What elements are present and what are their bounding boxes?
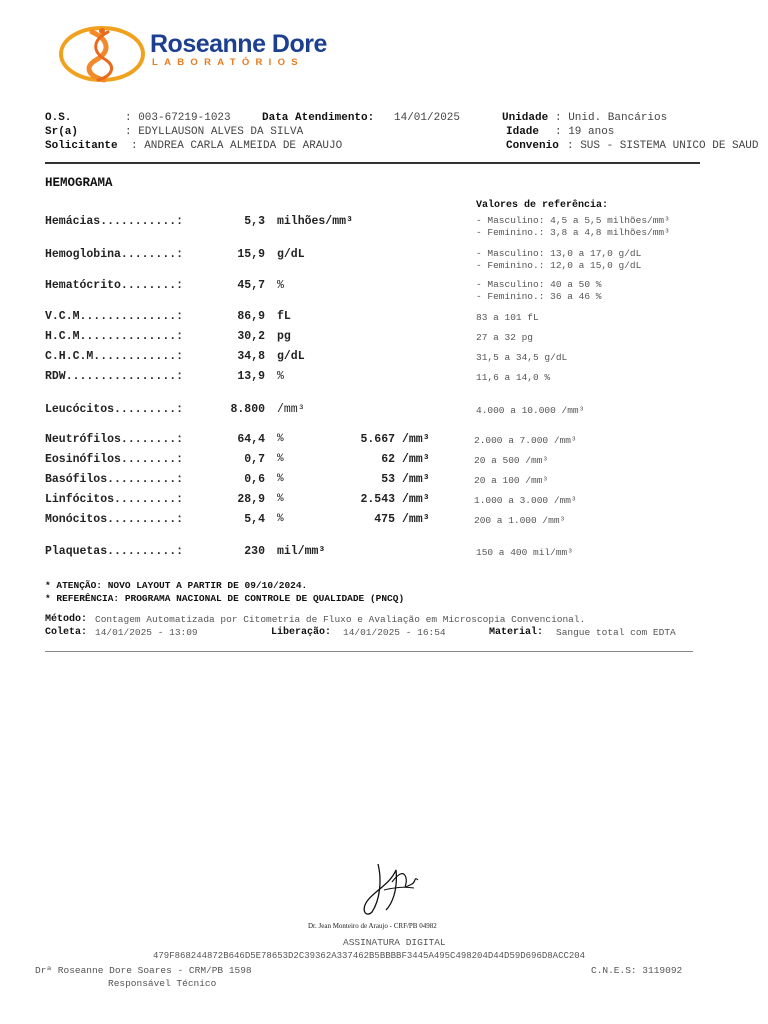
data-atendimento-label: Data Atendimento: <box>262 112 375 124</box>
reference-value: 2.000 a 7.000 /mm³ <box>474 435 577 446</box>
coleta-value: 14/01/2025 - 13:09 <box>95 627 198 638</box>
result-label: Basófilos..........: <box>45 473 184 486</box>
reference-value: - Masculino: 40 a 50 % <box>476 279 602 290</box>
logo-name: Roseanne Dore <box>150 30 327 58</box>
result-label: Eosinófilos........: <box>45 453 184 466</box>
reference-value: 150 a 400 mil/mm³ <box>476 547 573 558</box>
data-atendimento-value: 14/01/2025 <box>394 112 461 124</box>
result-label: Plaquetas..........: <box>45 545 184 558</box>
reference-value: 200 a 1.000 /mm³ <box>474 515 566 526</box>
reference-value: - Feminino.: 3,8 a 4,8 milhões/mm³ <box>476 227 670 238</box>
result-value: 13,9 <box>237 370 265 383</box>
os-label: O.S. <box>45 112 72 124</box>
result-value: 45,7 <box>237 279 265 292</box>
result-value: 30,2 <box>237 330 265 343</box>
reference-value: 83 a 101 fL <box>476 312 539 323</box>
note-reference: * REFERÊNCIA: PROGRAMA NACIONAL DE CONTROLE DE QUALIDADE (PNCQ) <box>45 593 405 604</box>
reference-value: 20 a 500 /mm³ <box>474 455 549 466</box>
digital-hash: 479F868244872B646D5E78653D2C39362A337462B5BBBBF3445A495C498204D44D59D696D8ACC204 <box>153 951 586 961</box>
reference-value: 31,5 a 34,5 g/dL <box>476 352 568 363</box>
result-unit: fL <box>277 310 291 323</box>
convenio-label: Convenio <box>506 140 559 152</box>
result-absolute: 2.543 <box>360 493 395 506</box>
reference-title: Valores de referência: <box>476 200 609 211</box>
result-value: 15,9 <box>237 248 265 261</box>
solicitante-label: Solicitante <box>45 140 118 152</box>
result-unit: g/dL <box>277 248 305 261</box>
result-percent: 5,4 <box>244 513 265 526</box>
result-percent-unit: % <box>277 433 284 445</box>
result-percent: 0,7 <box>244 453 265 466</box>
result-unit: milhões/mm³ <box>277 215 353 228</box>
material-value: Sangue total com EDTA <box>556 627 676 638</box>
liberacao-value: 14/01/2025 - 16:54 <box>343 627 446 638</box>
result-absolute-unit: /mm³ <box>402 433 430 446</box>
os-value: : 003-67219-1023 <box>125 112 231 124</box>
idade-value: : 19 anos <box>555 126 615 138</box>
cnes-code: C.N.E.S: 3119092 <box>591 965 683 976</box>
unidade-label: Unidade <box>502 112 549 124</box>
result-percent-unit: % <box>277 493 284 505</box>
metodo-label: Método: <box>45 614 88 625</box>
reference-value: - Feminino.: 36 a 46 % <box>476 291 602 302</box>
result-unit: % <box>277 370 284 383</box>
result-label: Hematócrito........: <box>45 279 184 292</box>
result-value: 8.800 <box>230 403 265 416</box>
assinatura-digital: ASSINATURA DIGITAL <box>343 937 446 948</box>
result-value: 34,8 <box>237 350 265 363</box>
reference-value: 27 a 32 pg <box>476 332 534 343</box>
coleta-label: Coleta: <box>45 627 88 638</box>
metodo-value: Contagem Automatizada por Citometria de Fluxo e Avaliação em Microscopia Convencional. <box>95 614 586 625</box>
result-label: Hemácias...........: <box>45 215 184 228</box>
result-label: C.H.C.M............: <box>45 350 184 363</box>
liberacao-label: Liberação: <box>271 627 332 638</box>
result-absolute: 5.667 <box>360 433 395 446</box>
result-percent: 0,6 <box>244 473 265 486</box>
responsible-doctor: Drª Roseanne Dore Soares - CRM/PB 1598 <box>35 965 252 976</box>
logo-emblem-icon <box>58 24 146 84</box>
reference-value: 11,6 a 14,0 % <box>476 372 551 383</box>
convenio-value: : SUS - SISTEMA UNICO DE SAUD <box>567 140 759 152</box>
result-label: Hemoglobina........: <box>45 248 184 261</box>
result-label: Monócitos..........: <box>45 513 184 526</box>
responsavel-tecnico: Responsável Técnico <box>108 978 217 989</box>
material-label: Material: <box>489 627 544 638</box>
result-percent: 64,4 <box>237 433 265 446</box>
result-unit: /mm³ <box>277 403 305 416</box>
reference-value: - Feminino.: 12,0 a 15,0 g/dL <box>476 260 642 271</box>
result-absolute-unit: /mm³ <box>402 513 430 526</box>
exam-title: HEMOGRAMA <box>45 176 113 190</box>
result-label: Leucócitos.........: <box>45 403 184 416</box>
result-percent-unit: % <box>277 453 284 465</box>
result-absolute: 62 <box>381 453 395 466</box>
reference-value: 20 a 100 /mm³ <box>474 475 549 486</box>
result-label: Linfócitos.........: <box>45 493 184 506</box>
result-value: 86,9 <box>237 310 265 323</box>
header-divider <box>45 162 700 164</box>
result-unit: % <box>277 279 284 292</box>
reference-value: - Masculino: 13,0 a 17,0 g/dL <box>476 248 642 259</box>
paciente-value: : EDYLLAUSON ALVES DA SILVA <box>125 126 304 138</box>
result-unit: mil/mm³ <box>277 545 326 558</box>
unidade-value: : Unid. Bancários <box>555 112 668 124</box>
result-unit: g/dL <box>277 350 305 363</box>
paciente-label: Sr(a) <box>45 126 79 138</box>
reference-value: 4.000 a 10.000 /mm³ <box>476 405 585 416</box>
reference-value: 1.000 a 3.000 /mm³ <box>474 495 577 506</box>
result-absolute: 475 <box>374 513 395 526</box>
result-unit: pg <box>277 330 291 343</box>
result-label: Neutrófilos........: <box>45 433 184 446</box>
idade-label: Idade <box>506 126 540 138</box>
result-absolute: 53 <box>381 473 395 486</box>
signature-icon <box>356 860 426 920</box>
result-value: 230 <box>244 545 265 558</box>
logo-subtitle: LABORATÓRIOS <box>152 57 304 68</box>
results-divider <box>45 651 693 652</box>
result-percent-unit: % <box>277 513 284 525</box>
result-label: V.C.M..............: <box>45 310 184 323</box>
signature-name: Dr. Jean Monteiro de Araujo - CRF/PB 04982 <box>308 922 437 930</box>
result-percent: 28,9 <box>237 493 265 506</box>
result-absolute-unit: /mm³ <box>402 493 430 506</box>
note-layout: * ATENÇÃO: NOVO LAYOUT A PARTIR DE 09/10/2024. <box>45 580 308 591</box>
reference-value: - Masculino: 4,5 a 5,5 milhões/mm³ <box>476 215 670 226</box>
result-label: H.C.M..............: <box>45 330 184 343</box>
solicitante-value: : ANDREA CARLA ALMEIDA DE ARAUJO <box>131 140 343 152</box>
company-logo <box>58 24 328 84</box>
result-absolute-unit: /mm³ <box>402 473 430 486</box>
result-absolute-unit: /mm³ <box>402 453 430 466</box>
result-percent-unit: % <box>277 473 284 485</box>
result-value: 5,3 <box>244 215 265 228</box>
result-label: RDW................: <box>45 370 184 383</box>
